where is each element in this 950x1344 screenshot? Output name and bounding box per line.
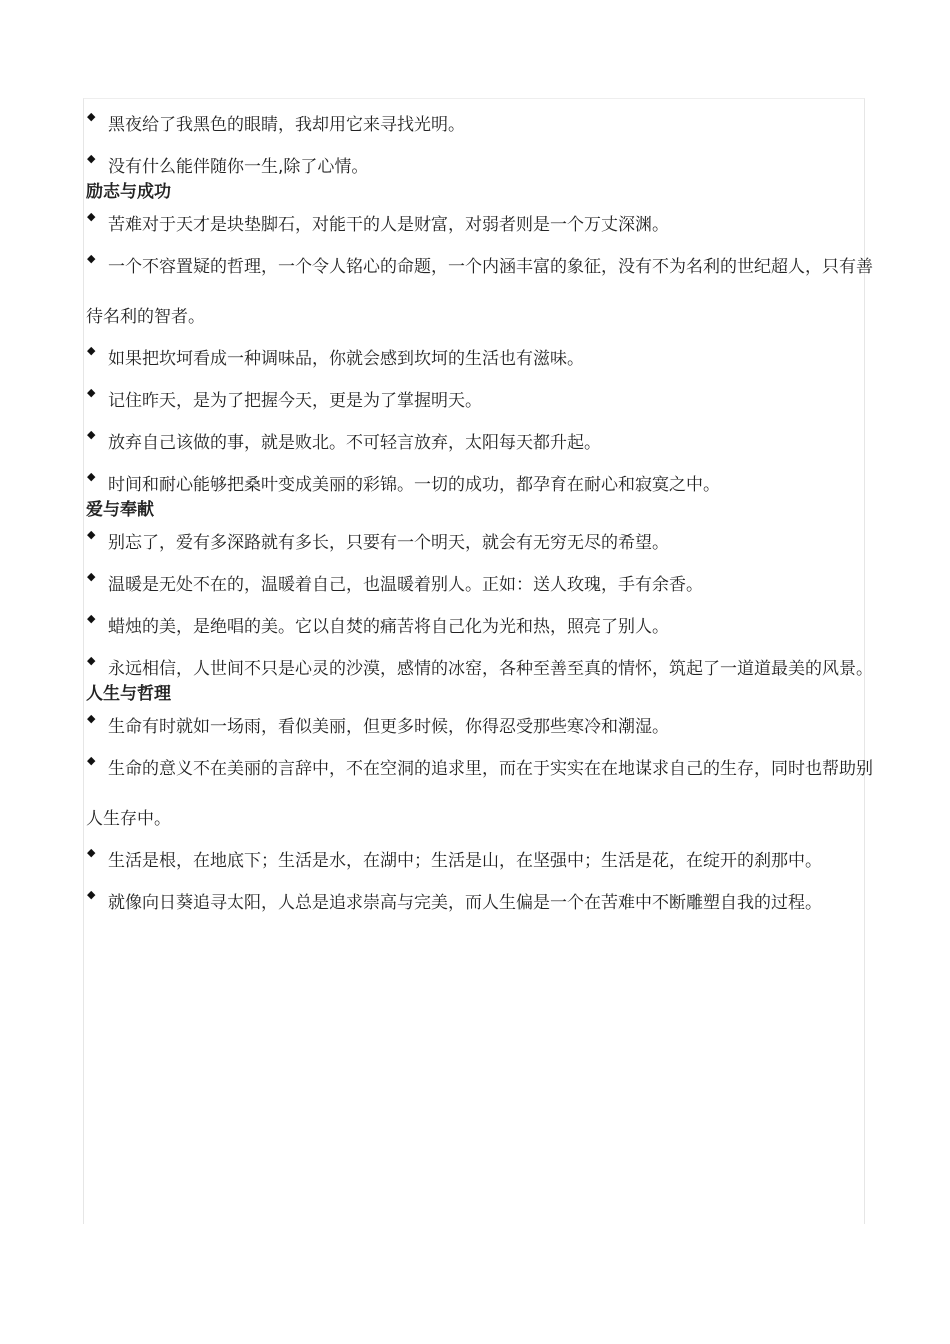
quote-item (86, 644, 876, 694)
diamond-bullet-icon: ◆ (87, 252, 96, 265)
section-heading: 人生与哲理 (86, 684, 171, 704)
quote-text: 生命的意义不在美丽的言辞中，不在空洞的追求里，而在于实实在在地谋求自己的生存，同时也帮助别人生存中。 (86, 759, 873, 829)
quote-item (86, 878, 876, 928)
quote-text: 就像向日葵追寻太阳，人总是追求崇高与完美，而人生偏是一个在苦难中不断雕塑自我的过程。 (108, 893, 822, 913)
quote-text: 永远相信，人世间不只是心灵的沙漠，感情的冰窑，各种至善至真的情怀，筑起了一道道最美的风景。 (108, 659, 873, 679)
diamond-bullet-icon: ◆ (87, 386, 96, 399)
diamond-bullet-icon: ◆ (87, 470, 96, 483)
quote-text: 蜡烛的美，是绝唱的美。它以自焚的痛苦将自己化为光和热，照亮了别人。 (108, 617, 669, 637)
quote-item (86, 142, 876, 192)
quote-text: 别忘了，爱有多深路就有多长，只要有一个明天，就会有无穷无尽的希望。 (108, 533, 669, 553)
diamond-bullet-icon: ◆ (87, 654, 96, 667)
document-body (86, 108, 876, 928)
diamond-bullet-icon: ◆ (87, 528, 96, 541)
quote-item (86, 460, 876, 510)
quote-text: 苦难对于天才是块垫脚石，对能干的人是财富，对弱者则是一个万丈深渊。 (108, 215, 669, 235)
diamond-bullet-icon: ◆ (87, 846, 96, 859)
quote-item (86, 744, 876, 844)
quote-text: 没有什么能伴随你一生,除了心情。 (108, 157, 369, 177)
quote-text: 一个不容置疑的哲理，一个令人铭心的命题，一个内涵丰富的象征，没有不为名利的世纪超人，只有善待名利的智者。 (86, 257, 873, 327)
section-heading: 爱与奉献 (86, 500, 154, 520)
quote-text: 时间和耐心能够把桑叶变成美丽的彩锦。一切的成功，都孕育在耐心和寂寞之中。 (108, 475, 720, 495)
diamond-bullet-icon: ◆ (87, 152, 96, 165)
diamond-bullet-icon: ◆ (87, 612, 96, 625)
quote-item (86, 242, 876, 342)
diamond-bullet-icon: ◆ (87, 344, 96, 357)
quote-text: 记住昨天，是为了把握今天，更是为了掌握明天。 (108, 391, 482, 411)
quote-text: 温暖是无处不在的，温暖着自己，也温暖着别人。正如：送人玫瑰，手有余香。 (108, 575, 703, 595)
quote-text: 黑夜给了我黑色的眼睛，我却用它来寻找光明。 (108, 115, 465, 135)
section-heading: 励志与成功 (86, 182, 171, 202)
quote-text: 生活是根，在地底下；生活是水，在湖中；生活是山，在坚强中；生活是花，在绽开的刹那中。 (108, 851, 822, 871)
quote-text: 放弃自己该做的事，就是败北。不可轻言放弃，太阳每天都升起。 (108, 433, 601, 453)
quote-text: 生命有时就如一场雨，看似美丽，但更多时候，你得忍受那些寒冷和潮湿。 (108, 717, 669, 737)
diamond-bullet-icon: ◆ (87, 110, 96, 123)
diamond-bullet-icon: ◆ (87, 888, 96, 901)
quote-text: 如果把坎坷看成一种调味品，你就会感到坎坷的生活也有滋味。 (108, 349, 584, 369)
diamond-bullet-icon: ◆ (87, 754, 96, 767)
diamond-bullet-icon: ◆ (87, 570, 96, 583)
diamond-bullet-icon: ◆ (87, 428, 96, 441)
diamond-bullet-icon: ◆ (87, 712, 96, 725)
diamond-bullet-icon: ◆ (87, 210, 96, 223)
